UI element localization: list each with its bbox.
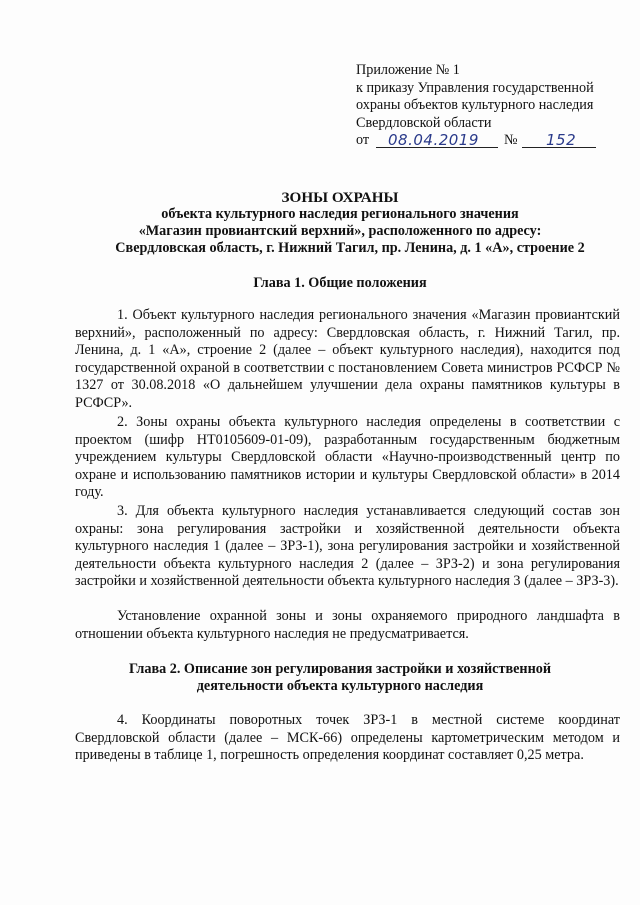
- chapter-1-heading: Глава 1. Общие положения: [253, 275, 427, 291]
- handwritten-number: 152: [546, 131, 577, 149]
- order-date-number-row: [356, 132, 640, 150]
- chapter-2-heading-line-2: деятельности объекта культурного наследия: [196, 678, 484, 694]
- paragraph-3: 3. Для объекта культурного наследия устанавливается следующий состав зон охраны: зона регулирования застройки и хозяйственной деятельности объекта культурного наследия 1 (далее – ЗРЗ-1), зона регулирования застройки и хозяйственной деятельности объекта культурного наследия 2 (далее – ЗРЗ-2) и зона регулирования застройки и хозяйственной деятельности объекта культурного наследия 3 (далее – ЗРЗ-3).: [75, 503, 620, 590]
- document-title: ЗОНЫ ОХРАНЫ: [281, 189, 399, 206]
- title-subline-2: «Магазин провиантский верхний», расположенного по адресу:: [138, 223, 542, 239]
- appendix-line-1: Приложение № 1: [356, 62, 460, 78]
- appendix-line-3: охраны объектов культурного наследия: [356, 97, 594, 113]
- appendix-block: [356, 62, 640, 150]
- chapter-2-heading-line-1: Глава 2. Описание зон регулирования застройки и хозяйственной: [128, 661, 552, 677]
- handwritten-date: 08.04.2019: [388, 131, 479, 149]
- title-subline-1: объекта культурного наследия регионального значения: [161, 206, 519, 222]
- from-label: от: [356, 132, 370, 148]
- paragraph-4: Установление охранной зоны и зоны охраняемого природного ландшафта в отношении объекта культурного наследия не предусматривается.: [75, 608, 620, 642]
- title-subline-3: Свердловская область, г. Нижний Тагил, пр. Ленина, д. 1 «А», строение 2: [115, 240, 585, 256]
- paragraph-2: 2. Зоны охраны объекта культурного наследия определены в соответствии с проектом (шифр НТ0105609-01-09), разработанным государственным бюджетным учреждением культуры Свердловской области «Научно-производственный центр по охране и использованию памятников истории и культуры Свердловской области» в 2014 году.: [75, 414, 620, 501]
- paragraph-5: 4. Координаты поворотных точек ЗРЗ-1 в местной системе координат Свердловской области (далее – МСК-66) определены картометрическим методом и приведены в таблице 1, погрешность определения координат составляет 0,25 метра.: [75, 712, 620, 764]
- appendix-line-2: к приказу Управления государственной: [356, 79, 594, 96]
- appendix-line-4: Свердловской области: [356, 114, 492, 131]
- number-label: №: [504, 132, 518, 148]
- paragraph-1: 1. Объект культурного наследия регионального значения «Магазин провиантский верхний», расположенный по адресу: Свердловская область, г. Нижний Тагил, пр. Ленина, д. 1 «А», строение 2 (далее – объект культурного наследия), находится под государственной охраной в соответствии с постановлением Совета министров РСФСР № 1327 от 30.08.2018 «О дальнейшем улучшении дела охраны памятников культуры в РСФСР».: [75, 307, 620, 411]
